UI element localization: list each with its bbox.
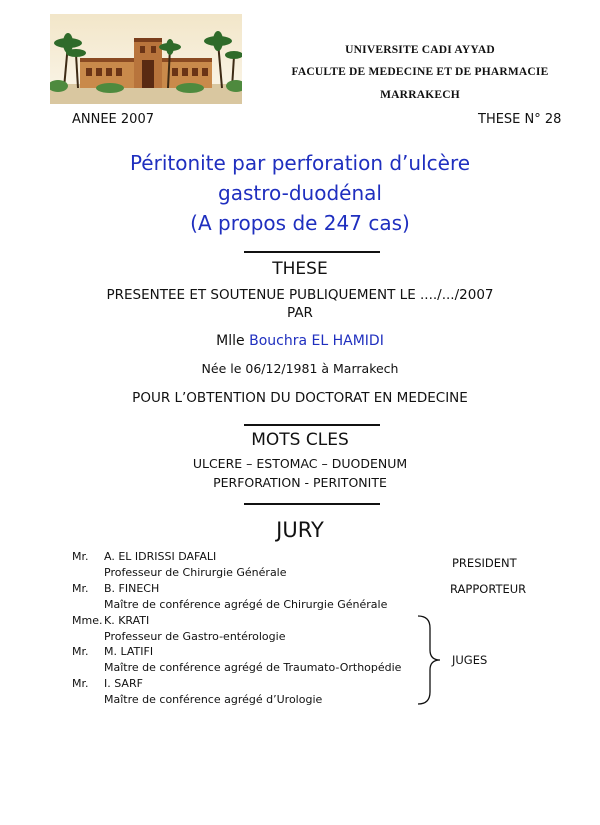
jury-name: B. FINECH xyxy=(104,582,160,595)
jury-name: K. KRATI xyxy=(104,614,150,627)
divider xyxy=(244,424,380,426)
jury-role: Maître de conférence agrégé de Chirurgie Générale xyxy=(104,598,388,611)
birth-info: Née le 06/12/1981 à Marrakech xyxy=(201,361,399,376)
brace-icon xyxy=(414,614,442,706)
city-name: MARRAKECH xyxy=(380,89,460,101)
by-label: PAR xyxy=(287,305,313,321)
thesis-number: THESE N° 28 xyxy=(478,112,562,127)
jury-title: Mr. xyxy=(72,550,89,563)
keywords-line-1: ULCERE – ESTOMAC – DUODENUM xyxy=(192,456,408,471)
presentation-line: PRESENTEE ET SOUTENUE PUBLIQUEMENT LE ..../.../2007 xyxy=(106,287,494,303)
author-prefix: Mlle xyxy=(216,333,245,349)
judges-role-label: JUGES xyxy=(452,653,488,667)
rapporteur-role-label: RAPPORTEUR xyxy=(450,582,527,596)
jury-role: Maître de conférence agrégé de Traumato-Orthopédie xyxy=(104,661,402,674)
author-line xyxy=(0,333,600,349)
thesis-title-line-1: Péritonite par perforation d’ulcère xyxy=(129,151,471,175)
author-name: Bouchra EL HAMIDI xyxy=(249,333,384,349)
jury-name: M. LATIFI xyxy=(104,645,154,658)
keywords-line-2: PERFORATION - PERITONITE xyxy=(213,475,387,490)
jury-title: Mr. xyxy=(72,582,89,595)
jury-name: A. EL IDRISSI DAFALI xyxy=(104,550,217,563)
faculty-building-logo xyxy=(50,14,242,104)
president-role-label: PRESIDENT xyxy=(452,556,517,570)
jury-title: Mr. xyxy=(72,677,89,690)
jury-title: Mme. xyxy=(72,614,103,627)
degree-line: POUR L’OBTENTION DU DOCTORAT EN MEDECINE xyxy=(132,390,468,406)
keywords-label: MOTS CLES xyxy=(251,430,349,450)
divider xyxy=(244,251,380,253)
university-name: UNIVERSITE CADI AYYAD xyxy=(345,44,495,56)
jury-role: Professeur de Gastro-entérologie xyxy=(104,630,286,643)
jury-label: JURY xyxy=(276,518,324,542)
faculty-name: FACULTE DE MEDECINE ET DE PHARMACIE xyxy=(291,66,549,78)
jury-role: Professeur de Chirurgie Générale xyxy=(104,566,287,579)
academic-year: ANNEE 2007 xyxy=(72,112,154,127)
thesis-title-line-3: (A propos de 247 cas) xyxy=(190,211,410,235)
thesis-label: THESE xyxy=(272,259,328,279)
thesis-title-line-2: gastro-duodénal xyxy=(218,181,382,205)
jury-title: Mr. xyxy=(72,645,89,658)
jury-name: I. SARF xyxy=(104,677,143,690)
divider xyxy=(244,503,380,505)
jury-role: Maître de conférence agrégé d’Urologie xyxy=(104,693,323,706)
